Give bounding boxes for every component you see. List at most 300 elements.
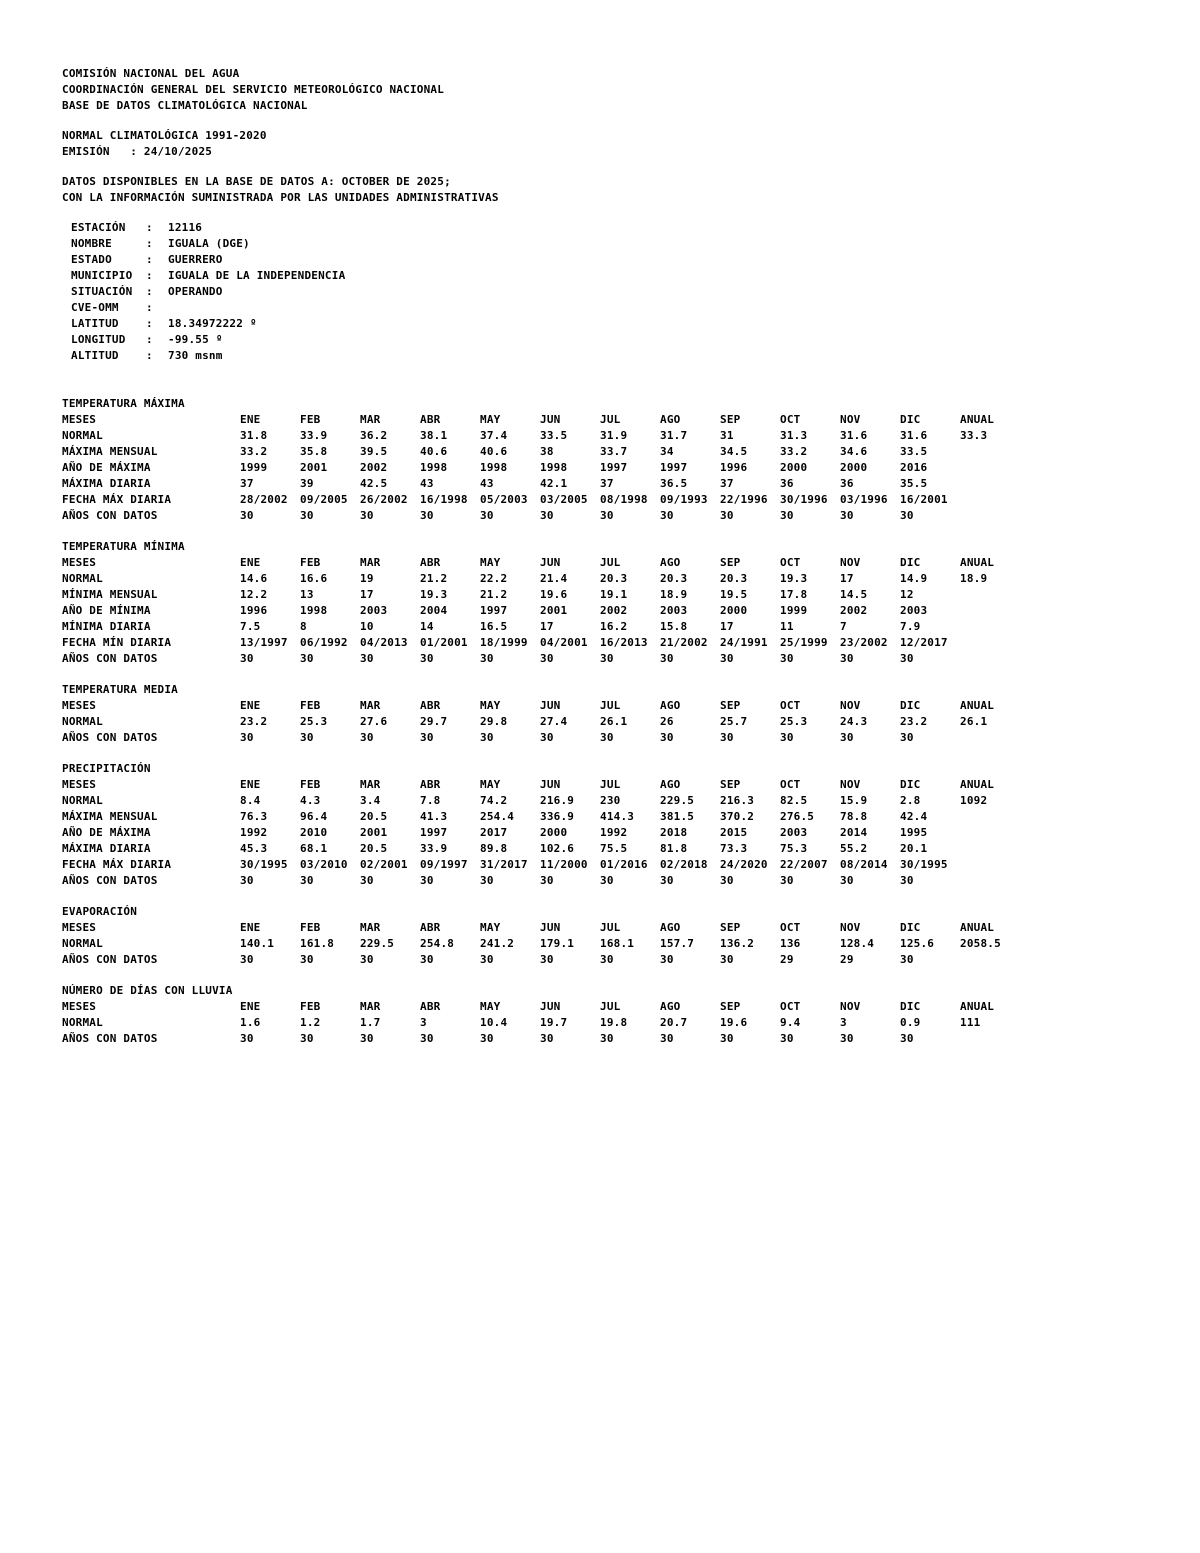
table-cell xyxy=(960,444,1020,460)
table-cell: MAY xyxy=(480,413,501,426)
table-cell: 1997 xyxy=(600,461,628,474)
table-cell: 33.5 xyxy=(900,445,928,458)
table-cell: 12/2017 xyxy=(900,636,948,649)
table-cell: 30 xyxy=(780,509,794,522)
table-cell: 03/2010 xyxy=(300,858,348,871)
table-cell: 17.8 xyxy=(780,588,808,601)
station-field-separator: : xyxy=(146,317,153,330)
table-header-row xyxy=(62,412,1020,428)
table-cell: 78.8 xyxy=(840,810,868,823)
table-cell: 30 xyxy=(300,1032,314,1045)
table-cell: 161.8 xyxy=(300,937,335,950)
table-cell: 38 xyxy=(540,445,554,458)
station-field xyxy=(62,268,1142,284)
table-header-row xyxy=(62,920,1020,936)
table-cell: 16.5 xyxy=(480,620,508,633)
table-cell: MAR xyxy=(360,1000,381,1013)
table-cell: 370.2 xyxy=(720,810,755,823)
row-label: AÑOS CON DATOS xyxy=(62,731,158,744)
table-row xyxy=(62,460,1020,476)
table-cell: DIC xyxy=(900,413,921,426)
table-cell: DIC xyxy=(900,556,921,569)
table-row xyxy=(62,1031,1020,1047)
row-label: AÑOS CON DATOS xyxy=(62,874,158,887)
table-cell: 24/1991 xyxy=(720,636,768,649)
table-cell: 31.3 xyxy=(780,429,808,442)
table-cell: 12.2 xyxy=(240,588,268,601)
table-cell: 30/1995 xyxy=(900,858,948,871)
table-cell: 03/2005 xyxy=(540,493,588,506)
table-cell: 30 xyxy=(660,731,674,744)
table-cell: 30 xyxy=(300,652,314,665)
table-cell: 128.4 xyxy=(840,937,875,950)
database-name: BASE DE DATOS CLIMATOLÓGICA NACIONAL xyxy=(62,99,308,112)
table-cell: MAY xyxy=(480,921,501,934)
table-cell: 19 xyxy=(360,572,374,585)
table-cell: AGO xyxy=(660,413,681,426)
table-cell: 68.1 xyxy=(300,842,328,855)
table-cell: NOV xyxy=(840,778,861,791)
table-cell: 18/1999 xyxy=(480,636,528,649)
emission-date: EMISIÓN : 24/10/2025 xyxy=(62,145,213,158)
table-cell: 30 xyxy=(300,731,314,744)
table-cell: 14.6 xyxy=(240,572,268,585)
row-label: AÑOS CON DATOS xyxy=(62,953,158,966)
table-row xyxy=(62,635,1020,651)
table-cell: SEP xyxy=(720,699,741,712)
table-row xyxy=(62,651,1020,667)
table-cell: DIC xyxy=(900,921,921,934)
table-cell: ANUAL xyxy=(960,699,995,712)
table-cell: 01/2016 xyxy=(600,858,648,871)
table-cell: 40.6 xyxy=(480,445,508,458)
section-title: TEMPERATURA MÁXIMA xyxy=(62,397,185,410)
station-field xyxy=(62,220,1142,236)
table-cell: 1992 xyxy=(600,826,628,839)
table-cell: 33.9 xyxy=(300,429,328,442)
table-cell: 336.9 xyxy=(540,810,575,823)
table-cell: 2003 xyxy=(660,604,688,617)
table-cell: ANUAL xyxy=(960,1000,995,1013)
table-row xyxy=(62,825,1020,841)
table-cell: MAR xyxy=(360,556,381,569)
table-cell: 24.3 xyxy=(840,715,868,728)
table-row xyxy=(62,508,1020,524)
table-cell: 30 xyxy=(420,652,434,665)
table-cell: MAR xyxy=(360,778,381,791)
table-cell: 19.3 xyxy=(780,572,808,585)
table-cell: 2003 xyxy=(360,604,388,617)
table-cell: 30 xyxy=(600,874,614,887)
station-field-label: MUNICIPIO xyxy=(71,269,133,282)
table-cell: 12 xyxy=(900,588,914,601)
table-cell: OCT xyxy=(780,921,801,934)
section-title: PRECIPITACIÓN xyxy=(62,762,151,775)
table-cell: 2004 xyxy=(420,604,448,617)
table-cell: 30 xyxy=(780,731,794,744)
table-cell xyxy=(960,841,1020,857)
section-table xyxy=(62,999,1020,1047)
table-cell: 216.9 xyxy=(540,794,575,807)
table-cell: AGO xyxy=(660,1000,681,1013)
table-cell: 22.2 xyxy=(480,572,508,585)
station-field xyxy=(62,300,1142,316)
climate-normals-document xyxy=(62,66,1142,1062)
table-cell xyxy=(960,460,1020,476)
table-cell: 30 xyxy=(600,509,614,522)
table-cell: 01/2001 xyxy=(420,636,468,649)
table-cell: 21/2002 xyxy=(660,636,708,649)
table-cell: 20.7 xyxy=(660,1016,688,1029)
table-cell: 30 xyxy=(840,509,854,522)
row-label: MESES xyxy=(62,778,97,791)
table-row xyxy=(62,841,1020,857)
table-cell: 16/2013 xyxy=(600,636,648,649)
row-label: MÁXIMA DIARIA xyxy=(62,477,151,490)
table-cell: SEP xyxy=(720,556,741,569)
table-cell: 7.8 xyxy=(420,794,441,807)
table-cell: 81.8 xyxy=(660,842,688,855)
table-cell: 30 xyxy=(720,953,734,966)
table-cell: 33.2 xyxy=(780,445,808,458)
table-cell: 73.3 xyxy=(720,842,748,855)
table-cell: 30 xyxy=(660,1032,674,1045)
table-cell: 1996 xyxy=(240,604,268,617)
table-cell: 26.1 xyxy=(600,715,628,728)
row-label: AÑOS CON DATOS xyxy=(62,1032,158,1045)
table-cell: ABR xyxy=(420,699,441,712)
table-row xyxy=(62,1015,1020,1031)
table-cell: ANUAL xyxy=(960,556,995,569)
table-cell: 17 xyxy=(840,572,854,585)
row-label: MESES xyxy=(62,413,97,426)
table-cell: 2058.5 xyxy=(960,937,1001,950)
table-cell: 21.4 xyxy=(540,572,568,585)
table-cell: JUN xyxy=(540,921,561,934)
table-cell: 1.7 xyxy=(360,1016,381,1029)
table-cell: 30 xyxy=(900,731,914,744)
table-cell: 30 xyxy=(720,731,734,744)
table-cell: NOV xyxy=(840,556,861,569)
table-cell: DIC xyxy=(900,778,921,791)
station-field xyxy=(62,332,1142,348)
table-cell: 241.2 xyxy=(480,937,515,950)
table-cell: 04/2001 xyxy=(540,636,588,649)
table-cell: 30 xyxy=(720,874,734,887)
table-cell: 43 xyxy=(420,477,434,490)
table-cell: 29 xyxy=(780,953,794,966)
table-cell: 30 xyxy=(780,874,794,887)
table-cell: 27.4 xyxy=(540,715,568,728)
table-cell: 30 xyxy=(360,953,374,966)
table-cell: FEB xyxy=(300,699,321,712)
table-cell: 20.5 xyxy=(360,842,388,855)
table-cell: 30 xyxy=(240,509,254,522)
station-field-separator: : xyxy=(146,333,153,346)
table-cell: AGO xyxy=(660,556,681,569)
table-cell: OCT xyxy=(780,556,801,569)
table-cell: 0.9 xyxy=(900,1016,921,1029)
table-cell: 17 xyxy=(540,620,554,633)
table-cell: 34.6 xyxy=(840,445,868,458)
section-title: TEMPERATURA MÍNIMA xyxy=(62,540,185,553)
table-cell: 29.7 xyxy=(420,715,448,728)
table-cell: FEB xyxy=(300,556,321,569)
table-cell: 31.6 xyxy=(840,429,868,442)
table-cell: 09/1997 xyxy=(420,858,468,871)
station-field xyxy=(62,252,1142,268)
table-cell xyxy=(960,873,1020,889)
table-cell: 18.9 xyxy=(960,572,988,585)
table-cell: 276.5 xyxy=(780,810,815,823)
table-cell: 13 xyxy=(300,588,314,601)
table-cell: 21.2 xyxy=(480,588,508,601)
table-cell: AGO xyxy=(660,921,681,934)
table-cell xyxy=(960,809,1020,825)
table-cell: 30 xyxy=(900,874,914,887)
table-row xyxy=(62,476,1020,492)
table-cell: 30 xyxy=(660,874,674,887)
table-cell: 30 xyxy=(900,1032,914,1045)
station-info xyxy=(62,220,1142,364)
table-cell: 25.7 xyxy=(720,715,748,728)
table-cell: FEB xyxy=(300,1000,321,1013)
station-field xyxy=(62,316,1142,332)
table-cell: 30 xyxy=(600,1032,614,1045)
table-row xyxy=(62,492,1020,508)
section-table xyxy=(62,555,1020,667)
table-row xyxy=(62,873,1020,889)
table-cell: 30 xyxy=(720,652,734,665)
station-field-value: 12116 xyxy=(168,221,203,234)
row-label: NORMAL xyxy=(62,937,103,950)
table-cell: 19.3 xyxy=(420,588,448,601)
table-cell: 43 xyxy=(480,477,494,490)
station-field-value: OPERANDO xyxy=(168,285,223,298)
table-row xyxy=(62,730,1020,746)
station-field-label: CVE-OMM xyxy=(71,301,119,314)
table-cell: 2001 xyxy=(300,461,328,474)
station-field-value: 18.34972222 º xyxy=(168,317,257,330)
table-cell: 20.1 xyxy=(900,842,928,855)
table-cell: 37.4 xyxy=(480,429,508,442)
table-cell: 30 xyxy=(840,731,854,744)
table-cell: 37 xyxy=(720,477,734,490)
table-cell: 40.6 xyxy=(420,445,448,458)
table-cell: 30 xyxy=(420,953,434,966)
table-cell: JUN xyxy=(540,699,561,712)
table-cell: 31 xyxy=(720,429,734,442)
section-title: NÚMERO DE DÍAS CON LLUVIA xyxy=(62,984,233,997)
table-cell: 19.6 xyxy=(540,588,568,601)
table-cell: 30 xyxy=(360,731,374,744)
table-cell: 2016 xyxy=(900,461,928,474)
table-row xyxy=(62,857,1020,873)
table-cell: 136 xyxy=(780,937,801,950)
table-cell: 08/2014 xyxy=(840,858,888,871)
table-cell: 30 xyxy=(540,1032,554,1045)
table-cell: 229.5 xyxy=(360,937,395,950)
table-cell: 89.8 xyxy=(480,842,508,855)
table-cell xyxy=(960,825,1020,841)
table-cell: 19.6 xyxy=(720,1016,748,1029)
table-cell: 1999 xyxy=(240,461,268,474)
table-cell: 14.9 xyxy=(900,572,928,585)
climate-section xyxy=(62,761,1142,889)
table-cell: 76.3 xyxy=(240,810,268,823)
table-cell: JUL xyxy=(600,413,621,426)
table-cell: 14 xyxy=(420,620,434,633)
table-cell: AGO xyxy=(660,778,681,791)
table-cell: OCT xyxy=(780,1000,801,1013)
table-cell: 75.5 xyxy=(600,842,628,855)
table-cell: ANUAL xyxy=(960,413,995,426)
table-cell: MAY xyxy=(480,556,501,569)
row-label: MESES xyxy=(62,699,97,712)
row-label: FECHA MÁX DIARIA xyxy=(62,493,172,506)
table-cell: 7.9 xyxy=(900,620,921,633)
table-cell: 2000 xyxy=(540,826,568,839)
table-cell: 11 xyxy=(780,620,794,633)
row-label: MÍNIMA MENSUAL xyxy=(62,588,158,601)
table-cell: 2014 xyxy=(840,826,868,839)
table-cell: AGO xyxy=(660,699,681,712)
table-cell: 1997 xyxy=(660,461,688,474)
table-cell: SEP xyxy=(720,1000,741,1013)
row-label: MÍNIMA DIARIA xyxy=(62,620,151,633)
table-cell: 15.8 xyxy=(660,620,688,633)
table-cell: MAR xyxy=(360,921,381,934)
row-label: MESES xyxy=(62,556,97,569)
table-cell: ENE xyxy=(240,778,261,791)
table-cell: 30 xyxy=(540,731,554,744)
section-table xyxy=(62,698,1020,746)
agency-subtitle: COORDINACIÓN GENERAL DEL SERVICIO METEOROLÓGICO NACIONAL xyxy=(62,83,445,96)
table-cell: 36.2 xyxy=(360,429,388,442)
table-cell: 31.8 xyxy=(240,429,268,442)
table-cell: SEP xyxy=(720,921,741,934)
table-cell: 2001 xyxy=(360,826,388,839)
row-label: FECHA MÍN DIARIA xyxy=(62,636,172,649)
table-cell: 75.3 xyxy=(780,842,808,855)
table-cell: 2000 xyxy=(840,461,868,474)
row-label: AÑOS CON DATOS xyxy=(62,652,158,665)
row-label: NORMAL xyxy=(62,715,103,728)
table-cell: MAY xyxy=(480,699,501,712)
table-cell: 02/2018 xyxy=(660,858,708,871)
table-cell: JUL xyxy=(600,699,621,712)
table-cell: 22/1996 xyxy=(720,493,768,506)
table-cell: 30 xyxy=(300,509,314,522)
table-cell: 30 xyxy=(900,652,914,665)
table-cell: ABR xyxy=(420,556,441,569)
table-header-row xyxy=(62,777,1020,793)
table-cell: 254.4 xyxy=(480,810,515,823)
table-cell: 30 xyxy=(600,652,614,665)
row-label: MÁXIMA MENSUAL xyxy=(62,810,158,823)
table-cell: 33.9 xyxy=(420,842,448,855)
table-cell: 29 xyxy=(840,953,854,966)
table-cell: NOV xyxy=(840,413,861,426)
table-cell: 30/1996 xyxy=(780,493,828,506)
table-cell: JUL xyxy=(600,778,621,791)
table-cell: 30 xyxy=(660,953,674,966)
table-cell xyxy=(960,1031,1020,1047)
table-cell: 30 xyxy=(420,731,434,744)
station-field-value: IGUALA (DGE) xyxy=(168,237,250,250)
table-cell: 7.5 xyxy=(240,620,261,633)
table-row xyxy=(62,809,1020,825)
table-cell: 30 xyxy=(660,509,674,522)
climate-section xyxy=(62,904,1142,968)
table-cell: ABR xyxy=(420,778,441,791)
table-row xyxy=(62,587,1020,603)
table-cell: 05/2003 xyxy=(480,493,528,506)
section-title: EVAPORACIÓN xyxy=(62,905,138,918)
station-field-separator: : xyxy=(146,221,153,234)
table-cell: ABR xyxy=(420,1000,441,1013)
table-cell xyxy=(960,619,1020,635)
table-cell: 26 xyxy=(660,715,674,728)
table-cell: 33.5 xyxy=(540,429,568,442)
table-cell: ENE xyxy=(240,1000,261,1013)
table-cell: 96.4 xyxy=(300,810,328,823)
row-label: NORMAL xyxy=(62,429,103,442)
table-cell: 31.6 xyxy=(900,429,928,442)
table-cell: 35.8 xyxy=(300,445,328,458)
table-cell: 30 xyxy=(360,509,374,522)
table-cell: 157.7 xyxy=(660,937,695,950)
table-cell: 2017 xyxy=(480,826,508,839)
row-label: AÑOS CON DATOS xyxy=(62,509,158,522)
table-cell: 19.5 xyxy=(720,588,748,601)
climate-tables xyxy=(62,396,1142,1047)
table-cell: ENE xyxy=(240,699,261,712)
table-cell: 1998 xyxy=(420,461,448,474)
table-cell: 24/2020 xyxy=(720,858,768,871)
table-cell: 17 xyxy=(360,588,374,601)
table-cell: 30 xyxy=(480,953,494,966)
table-cell: 19.1 xyxy=(600,588,628,601)
table-cell: 38.1 xyxy=(420,429,448,442)
station-field-separator: : xyxy=(146,349,153,362)
table-cell: 31.7 xyxy=(660,429,688,442)
table-cell: DIC xyxy=(900,1000,921,1013)
table-cell xyxy=(960,857,1020,873)
table-cell: 3 xyxy=(840,1016,847,1029)
table-cell: 2015 xyxy=(720,826,748,839)
climate-section xyxy=(62,539,1142,667)
table-cell: 30 xyxy=(900,953,914,966)
table-cell: 1.2 xyxy=(300,1016,321,1029)
table-cell: 216.3 xyxy=(720,794,755,807)
station-field-separator: : xyxy=(146,253,153,266)
table-cell: 20.3 xyxy=(600,572,628,585)
table-cell: 168.1 xyxy=(600,937,635,950)
table-cell: 39.5 xyxy=(360,445,388,458)
table-cell: 42.5 xyxy=(360,477,388,490)
table-cell: ENE xyxy=(240,556,261,569)
table-cell: 10.4 xyxy=(480,1016,508,1029)
data-availability: DATOS DISPONIBLES EN LA BASE DE DATOS A: OCTOBER DE 2025; xyxy=(62,175,451,188)
table-cell: 27.6 xyxy=(360,715,388,728)
table-cell: 1998 xyxy=(480,461,508,474)
table-cell: 1092 xyxy=(960,794,988,807)
climate-section xyxy=(62,983,1142,1047)
table-cell: ABR xyxy=(420,413,441,426)
table-cell: 37 xyxy=(240,477,254,490)
climate-section xyxy=(62,396,1142,524)
